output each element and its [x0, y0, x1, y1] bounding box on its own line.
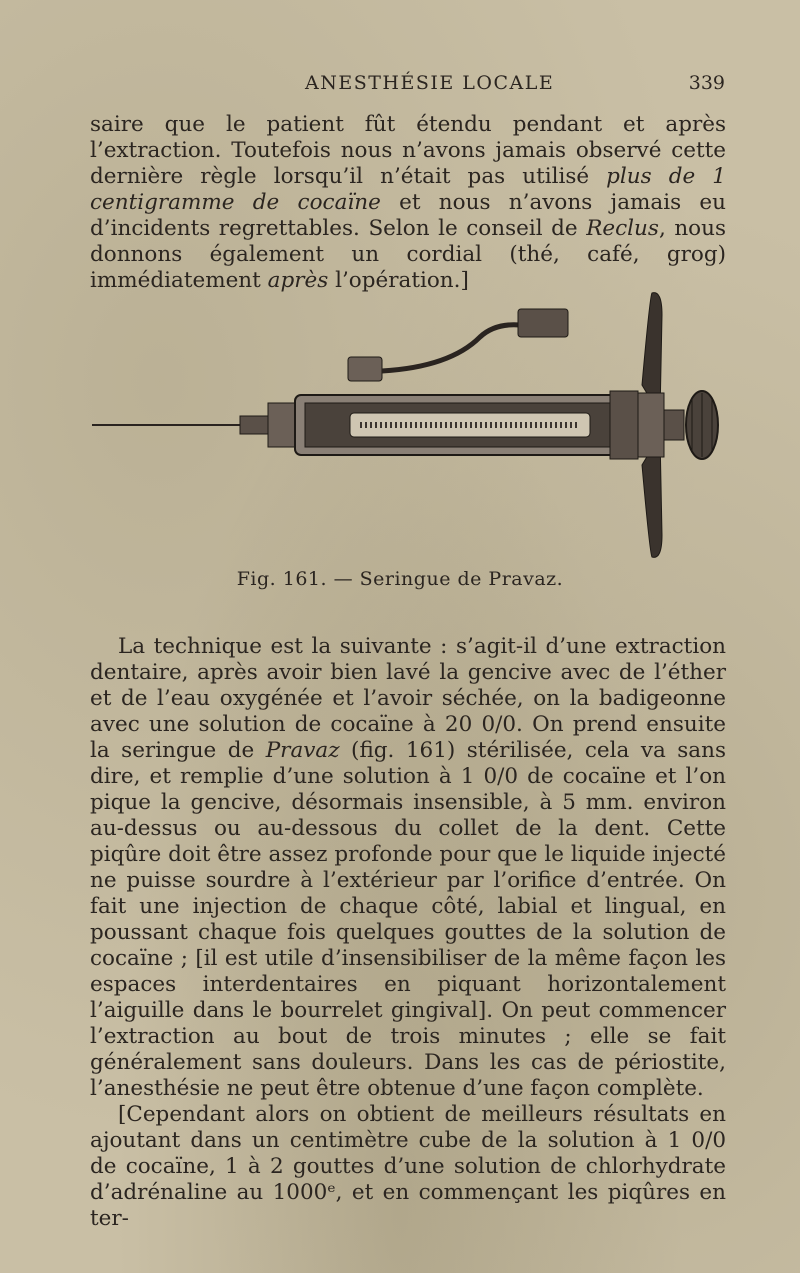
- plunger-knob: [664, 391, 718, 459]
- text-run: saire que le patient fût étendu pendant et après l’extraction. Toutefois nous n’avons jamais observé cette dernière règle lorsqu’il n’était pas utilisé: [90, 112, 726, 189]
- spare-needle: [348, 309, 568, 381]
- text-run: , nous donnons également un cordial (thé, café, grog) immédiatement: [90, 216, 726, 293]
- text-run: [Cependant alors on obtient de meilleurs résultats en ajoutant dans un centimètre cube de la solution à 1 0/0 de cocaïne, 1 à 2 gouttes d’une solution de chlorhydrate d’adrénaline au 1000ᵉ, et en commençant les piqûres en ter-: [90, 1102, 726, 1231]
- text-run: La technique est la suivante : s’agit-il d’une extraction dentaire, après avoir bien lavé la gencive avec de l’éther et de l’eau oxygénée et l’avoir séchée, on la badigeonne avec une solution de cocaïne à 20 0/0. On prend ensuite la seringue de: [90, 634, 726, 763]
- text-block-main: [90, 634, 726, 1232]
- italic-text: après: [267, 268, 329, 293]
- paragraph: [90, 634, 726, 1102]
- text-run: l’opération.]: [328, 268, 469, 293]
- syringe-illustration: [90, 285, 725, 565]
- page-number: 339: [688, 72, 725, 94]
- nozzle: [268, 403, 298, 447]
- finger-grip: [638, 293, 664, 558]
- figure-caption: Fig. 161. — Seringue de Pravaz.: [236, 568, 564, 590]
- paragraph: [90, 1102, 726, 1232]
- needle-hub: [240, 416, 270, 434]
- italic-text: plus de 1 centigramme de cocaïne: [90, 164, 726, 215]
- running-title: ANESTHÉSIE LOCALE: [305, 72, 555, 94]
- paragraph: [90, 112, 726, 294]
- italic-name: Pravaz: [265, 738, 340, 763]
- text-run: (fig. 161) stérilisée, cela va sans dire, et remplie d’une solution à 1 0/0 de cocaïne et l’on pique la gencive, désormais insensible, à 5 mm. environ au-dessus ou au-dessous du collet de la dent. Cette piqûre doit être assez profonde pour que le liquide injecté ne puisse sourdre à l’extérieur par l’orifice d’entrée. On fait une injection de chaque côté, labial et lingual, en poussant chaque fois quelques gouttes de la solution de cocaïne ; [il est utile d’insensibiliser de la même façon les espaces interdentaires en piquant horizontalement l’aiguille dans le bourrelet gingival]. On peut commencer l’extraction au bout de trois minutes ; elle se fait généralement sans douleurs. Dans les cas de périostite, l’anesthésie ne peut être obtenue d’une façon complète.: [90, 738, 726, 1101]
- syringe-drawing: [90, 285, 725, 565]
- italic-name: Reclus: [586, 216, 659, 241]
- text-run: et nous n’avons jamais eu d’incidents regrettables. Selon le conseil de: [90, 190, 726, 241]
- barrel: [295, 391, 640, 459]
- running-head: [90, 72, 725, 98]
- text-block-top: [90, 112, 726, 294]
